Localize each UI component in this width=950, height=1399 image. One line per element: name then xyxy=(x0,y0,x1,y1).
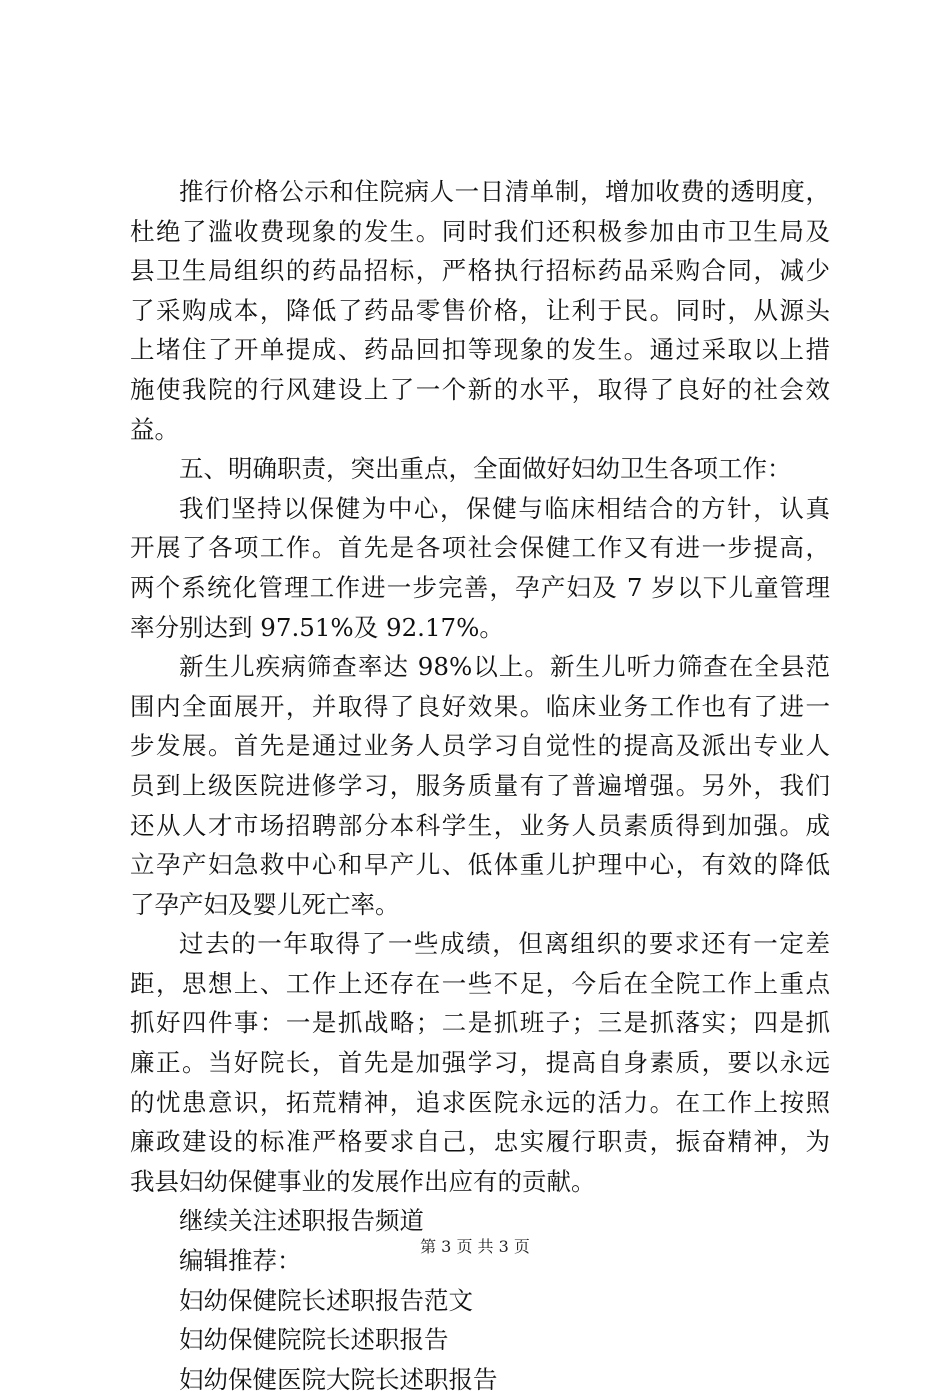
text-line: 我们坚持以保健为中心，保健与临床相结合的方针，认真 xyxy=(179,493,830,523)
text-line: 廉政建设的标准严格要求自己，忠实履行职责，振奋精神，为 xyxy=(130,1127,830,1157)
text-line: 距，思想上、工作上还存在一些不足，今后在全院工作上重点 xyxy=(130,968,830,998)
document-body xyxy=(130,172,830,1399)
text-line: 益。 xyxy=(130,414,179,444)
text-line: 杜绝了滥收费现象的发生。同时我们还积极参加由市卫生局及 xyxy=(130,216,830,246)
text-line: 员到上级医院进修学习，服务质量有了普遍增强。另外，我们 xyxy=(130,770,830,800)
text-line: 步发展。首先是通过业务人员学习自觉性的提高及派出专业人 xyxy=(130,731,830,761)
text-line: 施使我院的行风建设上了一个新的水平，取得了良好的社会效 xyxy=(130,374,830,404)
text-line: 廉正。当好院长，首先是加强学习，提高自身素质，要以永远 xyxy=(130,1048,830,1078)
text-line: 过去的一年取得了一些成绩，但离组织的要求还有一定差 xyxy=(179,929,830,959)
text-line: 立孕产妇急救中心和早产儿、低体重儿护理中心，有效的降低 xyxy=(130,850,830,880)
text-line: 县卫生局组织的药品招标，严格执行招标药品采购合同，减少 xyxy=(130,256,830,286)
text-line: 了孕产妇及婴儿死亡率。 xyxy=(130,889,400,919)
text-line: 抓好四件事：一是抓战略；二是抓班子；三是抓落实；四是抓 xyxy=(130,1008,830,1038)
text-line: 推行价格公示和住院病人一日清单制，增加收费的透明度， xyxy=(179,177,830,206)
text-line: 了采购成本，降低了药品零售价格，让利于民。同时，从源头 xyxy=(130,295,830,325)
text-line: 的忧患意识，拓荒精神，追求医院永远的活力。在工作上按照 xyxy=(130,1087,830,1117)
follow-channel-text: 继续关注述职报告频道 xyxy=(179,1206,424,1236)
related-link[interactable]: 妇幼保健医院大院长述职报告 xyxy=(179,1364,498,1394)
text-line: 新生儿疾病筛查率达 98%以上。新生儿听力筛查在全县范 xyxy=(179,652,830,682)
editor-pick-label: 编辑推荐： xyxy=(179,1246,302,1276)
text-line: 上堵住了开单提成、药品回扣等现象的发生。通过采取以上措 xyxy=(130,335,830,365)
related-link[interactable]: 妇幼保健院院长述职报告 xyxy=(179,1325,449,1355)
text-line: 率分别达到 97.51%及 92.17%。 xyxy=(130,612,504,642)
section-heading: 五、明确职责，突出重点，全面做好妇幼卫生各项工作： xyxy=(179,454,792,484)
page-number-footer: 第 3 页 共 3 页 xyxy=(420,1237,530,1256)
text-line: 还从人才市场招聘部分本科学生，业务人员素质得到加强。成 xyxy=(130,810,830,840)
text-line: 开展了各项工作。首先是各项社会保健工作又有进一步提高， xyxy=(130,533,830,563)
text-line: 我县妇幼保健事业的发展作出应有的贡献。 xyxy=(130,1166,596,1196)
text-line: 两个系统化管理工作进一步完善，孕产妇及 7 岁以下儿童管理 xyxy=(130,572,830,602)
related-link[interactable]: 妇幼保健院长述职报告范文 xyxy=(179,1285,473,1315)
text-line: 围内全面展开，并取得了良好效果。临床业务工作也有了进一 xyxy=(130,691,830,721)
